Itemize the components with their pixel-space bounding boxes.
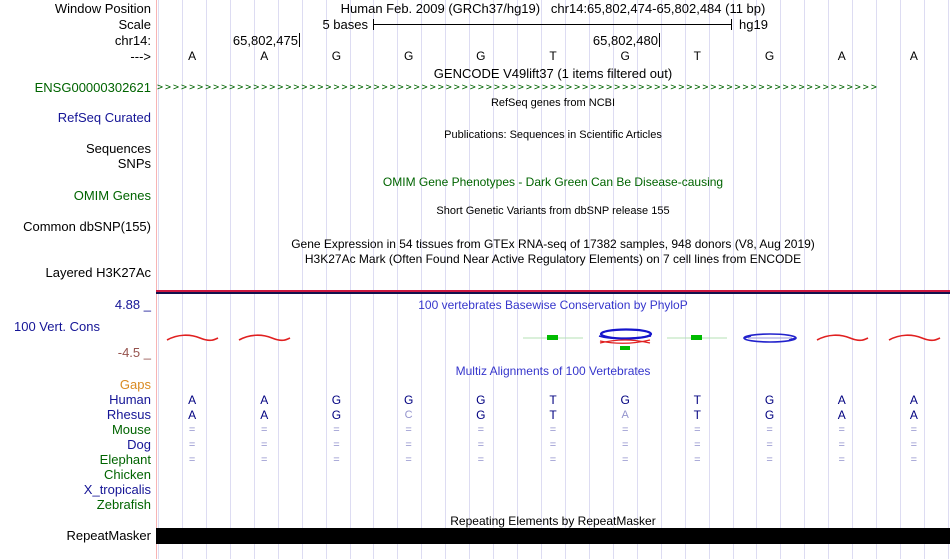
- multiz-aligned-base: A: [188, 393, 197, 407]
- conservation-glyph-blue-lens: [734, 326, 806, 352]
- sequences-label[interactable]: Sequences: [85, 141, 151, 156]
- assembly-tag-text: hg19: [739, 17, 768, 32]
- multiz-aligned-base: =: [694, 439, 701, 451]
- multiz-species-label-elephant[interactable]: Elephant: [99, 452, 151, 467]
- multiz-aligned-base: A: [621, 409, 629, 421]
- multiz-aligned-base: G: [764, 393, 775, 407]
- reference-base: G: [620, 49, 630, 63]
- multiz-aligned-base: =: [694, 424, 701, 436]
- multiz-aligned-base: =: [910, 439, 918, 451]
- multiz-aligned-base: T: [693, 393, 702, 407]
- refseq-track-title[interactable]: RefSeq genes from NCBI: [490, 97, 616, 109]
- multiz-aligned-base: =: [838, 454, 845, 466]
- assembly-position-text: Human Feb. 2009 (GRCh37/hg19) chr14:65,802,474-65,802,484 (11 bp): [340, 1, 766, 16]
- conservation-glyph-blue-swirl: [589, 326, 661, 352]
- multiz-aligned-base: =: [333, 439, 340, 451]
- multiz-aligned-base: =: [549, 454, 557, 466]
- conservation-track-title[interactable]: 100 vertebrates Basewise Conservation by PhyloP: [418, 298, 688, 312]
- scale-bar: [373, 24, 731, 25]
- multiz-aligned-base: T: [549, 393, 557, 407]
- multiz-aligned-base: =: [261, 439, 268, 451]
- dbsnp-track-title[interactable]: Short Genetic Variants from dbSNP release 155: [436, 205, 670, 217]
- multiz-species-label-chicken[interactable]: Chicken: [104, 467, 151, 482]
- multiz-aligned-base: A: [260, 393, 269, 407]
- multiz-aligned-base: =: [333, 424, 340, 436]
- multiz-aligned-base: G: [476, 393, 486, 407]
- repeatmasker-track-title[interactable]: Repeating Elements by RepeatMasker: [450, 514, 656, 528]
- multiz-species-label-human[interactable]: Human: [109, 392, 151, 407]
- reference-base: A: [909, 49, 918, 63]
- h3k27ac-label[interactable]: Layered H3K27Ac: [45, 265, 151, 280]
- multiz-aligned-base: =: [261, 454, 268, 466]
- multiz-aligned-base: =: [766, 439, 773, 451]
- multiz-aligned-base: =: [621, 439, 629, 451]
- multiz-aligned-base: =: [405, 454, 412, 466]
- multiz-aligned-base: =: [261, 424, 268, 436]
- reference-base: A: [188, 49, 197, 63]
- multiz-aligned-base: =: [838, 439, 845, 451]
- conservation-track-label[interactable]: 100 Vert. Cons: [14, 319, 100, 334]
- multiz-aligned-base: A: [909, 393, 918, 407]
- snps-label[interactable]: SNPs: [117, 156, 151, 171]
- dbsnp-label[interactable]: Common dbSNP(155): [23, 219, 151, 234]
- omim-genes-label[interactable]: OMIM Genes: [73, 188, 151, 203]
- multiz-aligned-base: =: [549, 439, 557, 451]
- multiz-aligned-base: =: [477, 439, 485, 451]
- scale-label: Scale: [118, 17, 151, 32]
- reference-base: G: [331, 49, 342, 63]
- reference-base: T: [549, 49, 557, 63]
- multiz-species-label-dog[interactable]: Dog: [127, 437, 151, 452]
- multiz-species-label-gaps[interactable]: Gaps: [119, 377, 151, 392]
- reference-base: A: [260, 49, 269, 63]
- reference-base: G: [764, 49, 775, 63]
- multiz-aligned-base: =: [188, 454, 196, 466]
- conservation-glyph-red-arc: [806, 326, 878, 352]
- conservation-glyph-red-arc: [878, 326, 950, 352]
- multiz-species-label-rhesus[interactable]: Rhesus: [106, 407, 151, 422]
- h3k27ac-track-title[interactable]: H3K27Ac Mark (Often Found Near Active Regulatory Elements) on 7 cell lines from ENCODE: [304, 252, 802, 266]
- scale-bar-right-tick: [731, 19, 732, 30]
- multiz-aligned-base: =: [477, 424, 485, 436]
- multiz-aligned-base: G: [620, 393, 630, 407]
- multiz-aligned-base: G: [331, 393, 342, 407]
- multiz-aligned-base: =: [188, 424, 196, 436]
- position-tick-label: 65,802,480: [592, 33, 658, 48]
- gencode-track-title[interactable]: GENCODE V49lift37 (1 items filtered out): [433, 66, 673, 81]
- position-tick-mark: [299, 33, 300, 47]
- multiz-aligned-base: =: [549, 424, 557, 436]
- multiz-aligned-base: =: [621, 454, 629, 466]
- multiz-aligned-base: G: [331, 408, 342, 422]
- multiz-aligned-base: =: [838, 424, 845, 436]
- conservation-glyph-red-arc: [228, 326, 300, 352]
- repeatmasker-label[interactable]: RepeatMasker: [66, 528, 151, 543]
- scale-value-text: 5 bases: [322, 17, 368, 32]
- multiz-species-label-x_tropicalis[interactable]: X_tropicalis: [83, 482, 151, 497]
- multiz-aligned-base: T: [549, 408, 557, 422]
- scale-bar-left-tick: [373, 19, 374, 30]
- multiz-aligned-base: =: [405, 424, 412, 436]
- multiz-aligned-base: =: [766, 424, 773, 436]
- multiz-aligned-base: =: [621, 424, 629, 436]
- multiz-aligned-base: =: [188, 439, 196, 451]
- multiz-aligned-base: A: [837, 393, 846, 407]
- reference-base: T: [693, 49, 702, 63]
- multiz-aligned-base: =: [910, 424, 918, 436]
- multiz-aligned-base: =: [910, 454, 918, 466]
- reference-base: G: [403, 49, 414, 63]
- multiz-aligned-base: =: [333, 454, 340, 466]
- multiz-aligned-base: T: [693, 408, 702, 422]
- gtex-track-title[interactable]: Gene Expression in 54 tissues from GTEx RNA-seq of 17382 samples, 948 donors (V8, Aug 2019): [291, 237, 815, 251]
- multiz-aligned-base: =: [477, 454, 485, 466]
- multiz-track-title[interactable]: Multiz Alignments of 100 Vertebrates: [455, 364, 651, 378]
- repeatmasker-element-bar[interactable]: [156, 528, 950, 544]
- gene-strand-arrow-row[interactable]: >>>>>>>>>>>>>>>>>>>>>>>>>>>>>>>>>>>>>>>>>>>>>>>>>>>>>>>>>>>>>>>>>>>>>>>>>>>>>>>>>>>>>>>>>>: [157, 82, 879, 93]
- multiz-aligned-base: G: [476, 408, 486, 422]
- multiz-aligned-base: A: [260, 408, 269, 422]
- multiz-aligned-base: G: [403, 393, 414, 407]
- conservation-max-line: [156, 292, 950, 294]
- multiz-aligned-base: A: [188, 408, 197, 422]
- position-tick-label: 65,802,475: [232, 33, 298, 48]
- multiz-aligned-base: =: [405, 439, 412, 451]
- position-tick-mark: [659, 33, 660, 47]
- omim-track-title[interactable]: OMIM Gene Phenotypes - Dark Green Can Be Disease-causing: [382, 175, 724, 189]
- multiz-aligned-base: G: [764, 408, 775, 422]
- refseq-curated-label[interactable]: RefSeq Curated: [57, 110, 151, 125]
- conservation-glyph-green-tick: [661, 326, 733, 352]
- conservation-min-value: -4.5 _: [117, 345, 151, 360]
- conservation-max-value: 4.88 _: [114, 297, 151, 312]
- gencode-item-label[interactable]: ENSG00000302621: [34, 80, 151, 95]
- reference-base: A: [837, 49, 846, 63]
- window-position-label: Window Position: [54, 1, 151, 16]
- conservation-glyph-green-tick: [517, 326, 589, 352]
- multiz-species-label-mouse[interactable]: Mouse: [111, 422, 151, 437]
- multiz-aligned-base: A: [837, 408, 846, 422]
- multiz-aligned-base: A: [909, 408, 918, 422]
- multiz-aligned-base: C: [404, 409, 413, 421]
- chromosome-label: chr14:: [114, 33, 151, 48]
- multiz-aligned-base: =: [694, 454, 701, 466]
- strand-direction-label: --->: [130, 49, 151, 64]
- publications-track-title[interactable]: Publications: Sequences in Scientific Articles: [444, 129, 662, 141]
- conservation-glyph-red-arc: [156, 326, 228, 352]
- multiz-species-label-zebrafish[interactable]: Zebrafish: [96, 497, 151, 512]
- reference-base: G: [476, 49, 486, 63]
- multiz-aligned-base: =: [766, 454, 773, 466]
